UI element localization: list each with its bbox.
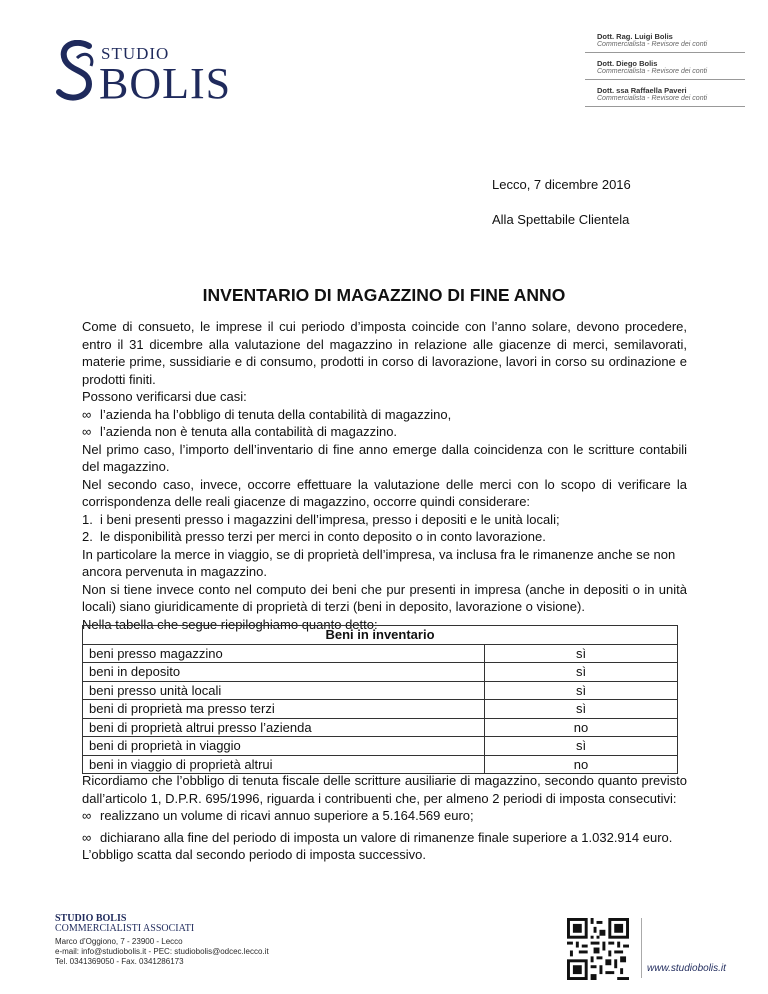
row-label: beni di proprietà altrui presso l’azienda [83,718,485,737]
item-text: le disponibilità presso terzi per merci in conto deposito o in conto lavorazione. [100,529,546,544]
footer-firm-subtitle: COMMERCIALISTI ASSOCIATI [55,923,195,934]
paragraph: Non si tiene invece conto nel computo dei beni che pur presenti in impresa (anche in depositi o in unità locali) siano giuridicamente di proprietà di terzi (beni in deposito, lavorazione o visione). [82,581,687,614]
row-label: beni presso unità locali [83,681,485,700]
bullet-text: l’azienda non è tenuta alla contabilità di magazzino. [100,424,398,439]
footer-divider [641,918,642,978]
paragraph: L’obbligo scatta dal secondo periodo di imposta successivo. [82,847,426,862]
table-row [83,718,678,737]
table-row [83,755,678,774]
bullet-text: dichiarano alla fine del periodo di imposta un valore di rimanenze finale superiore a 1.032.914 euro. [100,829,673,845]
row-value: sì [485,737,678,756]
partner-entry [585,86,745,107]
letter-body [82,318,687,633]
bullet-item [82,807,687,825]
document-title: INVENTARIO DI MAGAZZINO DI FINE ANNO [202,285,566,305]
row-label: beni in viaggio di proprietà altrui [83,755,485,774]
bullet-item [82,829,687,847]
row-value: sì [485,644,678,663]
item-number: 1. [82,511,93,527]
partner-name: Dott. Diego Bolis [597,59,658,68]
paragraph: Nel secondo caso, invece, occorre effettuare la valutazione delle merci con lo scopo di verificare la corrispondenza delle reali giacenze di magazzino, occorre quindi considerare: [82,476,687,509]
paragraph: Nel primo caso, l’importo dell’inventario di fine anno emerge dalla coincidenza con le scritture contabili del magazzino. [82,441,687,474]
row-label: beni in deposito [83,663,485,682]
table-row [83,737,678,756]
partner-name: Dott. ssa Raffaella Paveri [597,86,687,95]
paragraph: Ricordiamo che l’obbligo di tenuta fiscale delle scritture ausiliarie di magazzino, secondo quanto previsto dall’articolo 1, D.P.R. 695/1996, riguarda i contribuenti che, per almeno 2 periodi di imposta consecutivi: [82,773,687,806]
logo-bolis-text: BOLIS [99,59,232,108]
footer-address: Marco d’Oggiono, 7 - 23900 - Lecco [55,937,183,946]
table-row [83,700,678,719]
numbered-item [82,511,687,529]
paragraph: Nella tabella che segue riepiloghiamo quanto detto: [82,616,378,632]
table-row [83,644,678,663]
paragraph: In particolare la merce in viaggio, se di proprietà dell’impresa, va inclusa fra le rimanenze anche se non ancora pervenuta in magazzino. [82,546,676,579]
footer-firm-name: STUDIO BOLIS [55,913,127,924]
bullet-text: l’azienda ha l’obbligo di tenuta della contabilità di magazzino, [100,406,452,422]
footer-phone: Tel. 0341369050 - Fax. 0341286173 [55,957,184,966]
row-value: sì [485,681,678,700]
footer-email: e-mail: info@studiobolis.it - PEC: studiobolis@odcec.lecco.it [55,947,269,956]
partner-entry [585,59,745,80]
letterhead-footer [55,914,269,967]
bullet-item [82,423,687,441]
bullet-text: realizzano un volume di ricavi annuo superiore a 5.164.569 euro; [100,808,474,823]
numbered-item [82,528,687,546]
partner-name: Dott. Rag. Luigi Bolis [597,32,673,41]
paragraph: Possono verificarsi due casi: [82,389,247,404]
item-text: i beni presenti presso i magazzini dell’impresa, presso i depositi e le unità locali; [100,511,560,527]
row-value: no [485,755,678,774]
studio-logo [55,40,232,108]
logo-monogram-icon [55,40,101,102]
row-label: beni di proprietà in viaggio [83,737,485,756]
item-number: 2. [82,529,93,544]
partner-role: Commercialista - Revisore dei conti [597,95,708,102]
row-value: no [485,718,678,737]
partner-role: Commercialista - Revisore dei conti [597,68,708,75]
table-header-row [83,626,678,645]
letter-date: Lecco, 7 dicembre 2016 [492,177,631,192]
row-value: sì [485,663,678,682]
bullet-item [82,406,687,424]
inventory-table [82,625,678,774]
table-row [83,663,678,682]
table-row [83,681,678,700]
row-value: sì [485,700,678,719]
closing-body [82,772,687,864]
row-label: beni di proprietà ma presso terzi [83,700,485,719]
qr-code-icon [567,918,629,980]
table-header: Beni in inventario [83,626,678,645]
logo-studio-text: STUDIO [101,44,170,63]
footer-website-link[interactable]: www.studiobolis.it [647,963,726,974]
partner-role: Commercialista - Revisore dei conti [597,41,708,48]
partners-list [585,32,745,113]
row-label: beni presso magazzino [83,644,485,663]
partner-entry [585,32,745,53]
letter-recipient: Alla Spettabile Clientela [492,212,630,227]
paragraph: Come di consueto, le imprese il cui periodo d’imposta coincide con l’anno solare, devono procedere, entro il 31 dicembre alla valutazione del magazzino in relazione alle giacenze di merci, semilavorati, materie prime, sussidiarie e di consumo, prodotti in corso di lavorazione, lavori in corso su ordinazione e prodotti finiti. [82,319,687,387]
